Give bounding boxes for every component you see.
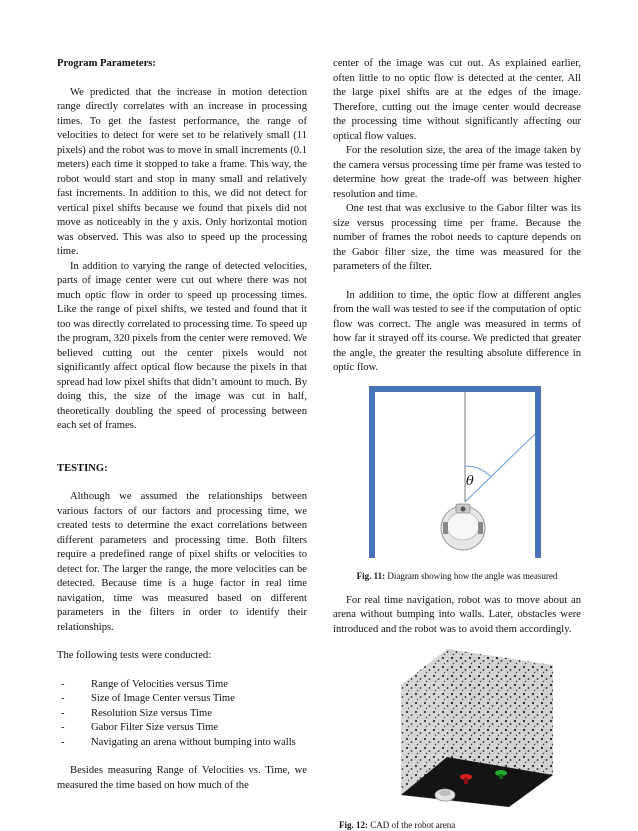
paragraph-center-cut: center of the image was cut out. As explained earlier, often little to no optic flow is detected at the center. All the large pixel shifts are at the edges of the image. Therefore, cutting out the image center would decrease the processing time without significantly affecting our optical flow values. <box>333 58 581 142</box>
list-item: - Size of Image Center versus Time <box>61 692 307 707</box>
arena-cad-figure <box>333 647 581 807</box>
paragraph-tests-conducted: The following tests were conducted: <box>57 650 212 661</box>
paragraph-testing-intro: Although we assumed the relationships between various factors of our factors and processing time, we created tests to determine the exact correlations between different parameters and processing time. Both filters require a predefined range of pixel shifts or velocities to detect for. The larger the range, the more velocities can be detected. Because time is a huge factor in real time navigation, time was measured based on different parameters in the filters in order to identify their relationships. <box>57 491 307 633</box>
fig12-caption-text: CAD of the robot arena <box>368 820 456 830</box>
fig12-caption-label: Fig. 12: <box>339 820 368 830</box>
list-item: - Navigating an arena without bumping into walls <box>61 736 307 751</box>
tests-list <box>57 678 307 751</box>
robot-icon <box>441 504 485 550</box>
fig12-caption <box>333 819 581 831</box>
paragraph-motion-range: We predicted that the increase in motion detection range directly correlates with an increase in processing times. To get the fastest performance, the range of velocities to detect for were set to be relatively small (11 pixels) and the robot was to move in small increments (0.1 meters) each time it stopped to take a frame. This way, the robot would start and stop in many small and relatively fast increments. In addition to this, we did not detect for vertical pixel shifts because we found that pixels did not move as noticeably in the y axis. Only horizontal motion was observed. This was also to speed up the processing time. <box>57 86 307 257</box>
heading-program-parameters: Program Parameters: <box>57 58 156 69</box>
right-column <box>333 57 581 831</box>
left-column <box>57 57 307 793</box>
paragraph-real-time: For real time navigation, robot was to move about an arena without bumping into walls. Later, obstacles were introduced and the robot was to avoid them accordingly. <box>333 594 581 635</box>
right-wall <box>535 386 541 558</box>
list-item: - Resolution Size versus Time <box>61 707 307 722</box>
angle-line <box>465 434 535 502</box>
paragraph-besides: Besides measuring Range of Velocities vs. Time, we measured the time based on how much of the <box>57 765 307 791</box>
heading-testing: TESTING: <box>57 462 108 474</box>
angle-diagram-figure <box>333 382 581 562</box>
list-item: - Gabor Filter Size versus Time <box>61 721 307 736</box>
arena-back-wall <box>447 649 553 775</box>
fig11-caption-label: Fig. 11: <box>356 570 386 581</box>
fig11-caption-text: Diagram showing how the angle was measured <box>385 570 558 581</box>
paragraph-gabor: One test that was exclusive to the Gabor filter was its size versus processing time per frame. Because the number of frames the robot needs to capture depends on the Gabor filter size, the time was measured for the parameters of the filter. <box>333 203 581 272</box>
paragraph-image-center: In addition to varying the range of detected velocities, parts of image center were cut out where there was not much optic flow in order to speed up processing times. Like the range of pixel shifts, we tested and found that it too was directly correlated to processing time. To speed up the program, 320 pixels from the center were removed. We believed cutting out the center pixels would not significantly affect optical flow because the pixels in that spread had low pixel shifts that didn’t amount to much. By doing this, the size of the image was cut in half, theoretically doubling the speed of processing between each set of frames. <box>57 260 307 431</box>
list-item: - Range of Velocities versus Time <box>61 678 307 693</box>
arena-robot-icon <box>435 789 455 801</box>
paragraph-resolution: For the resolution size, the area of the image taken by the camera versus processing time per frame was tested to determine how great the trade-off was between higher resolution and time. <box>333 145 581 200</box>
fig11-caption <box>333 570 581 582</box>
top-wall <box>369 386 541 392</box>
theta-label: θ <box>466 473 474 489</box>
left-wall <box>369 386 375 558</box>
paragraph-angle: In addition to time, the optic flow at different angles from the wall was tested to see if the computation of optic flow was correct. The angle was measured in terms of how far it strayed off its course. We predicted that greater the angle, the greater the resulting absolute difference in optic flow. <box>333 289 581 373</box>
